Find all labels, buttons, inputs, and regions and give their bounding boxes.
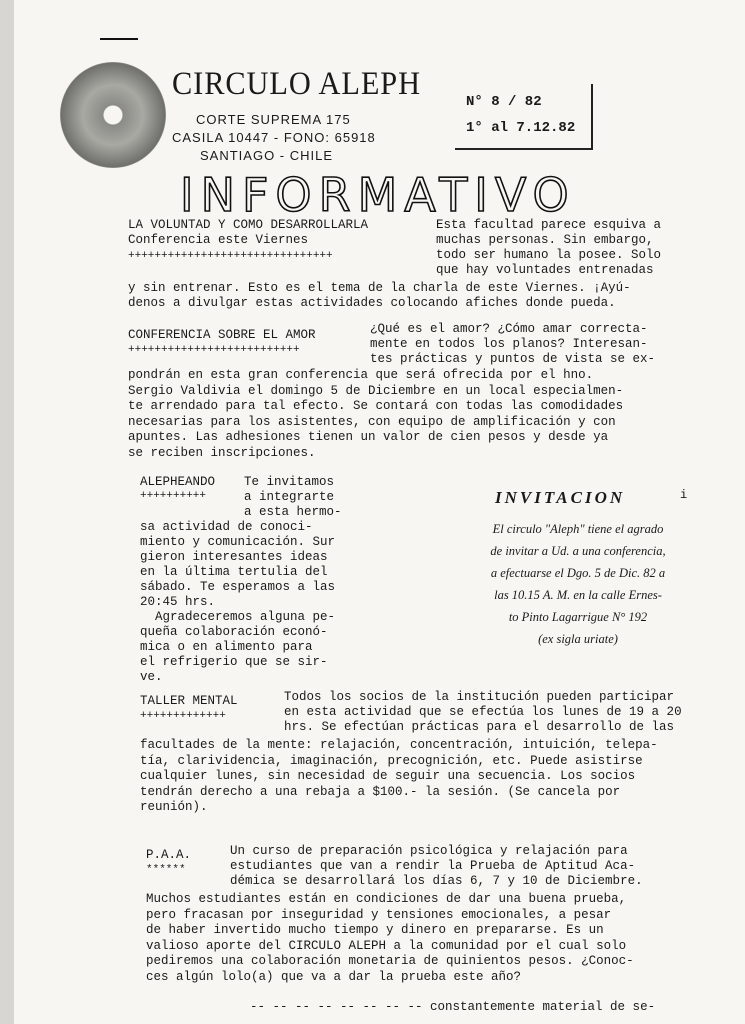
voluntad-intro: Esta facultad parece esquiva a muchas personas. Sin embargo, todo ser humano la posee. Solo que hay voluntades entrenadas <box>436 218 662 277</box>
invitation-title: INVITACION <box>495 488 626 507</box>
taller-title: TALLER MENTAL <box>140 694 238 708</box>
footer-line: -- -- -- -- -- -- -- -- constantemente material de se- <box>250 1000 656 1014</box>
alepheando-divider: ++++++++++ <box>140 490 207 502</box>
alepheando-body: sa actividad de conoci- miento y comunicación. Sur gieron interesantes ideas en la última tertulia del sábado. Te esperamos a las 20:45 hrs. Agradeceremos alguna pe- queña colaboración econó- mica o en alimento para el refrigerio que se sir- ve. <box>140 520 336 684</box>
voluntad-divider: +++++++++++++++++++++++++++++++ <box>128 250 333 262</box>
page-left-edge <box>0 0 14 1024</box>
invitation-body: El circulo "Aleph" tiene el agrado de invitar a Ud. a una conferencia, a efectuarse el Dgo. 5 de Dic. 82 a las 10.15 A. M. en la calle Ernes- to Pinto Lagarrigue N° 192 (ex sigla uriate) <box>490 522 666 646</box>
voluntad-subtitle: Conferencia este Viernes <box>128 233 309 247</box>
top-dash-mark <box>100 38 138 40</box>
address-line-3: SANTIAGO - CHILE <box>200 148 334 163</box>
org-name: CIRCULO ALEPH <box>172 66 421 102</box>
issue-date: 1° al 7.12.82 <box>466 120 576 136</box>
alepheando-intro: Te invitamos a integrarte a esta hermo- <box>244 475 342 519</box>
voluntad-body: y sin entrenar. Esto es el tema de la charla de este Viernes. ¡Ayú- denos a divulgar estas actividades colocando afiches donde pueda. <box>128 281 631 310</box>
taller-body: facultades de la mente: relajación, concentración, intuición, telepa- tía, clarividencia, imaginación, precognición, etc. Puede asistirse cualquier lunes, sin necesidad de seguir una secuencia. Los socios tendrán derecho a una rebaja a $100.- la sesión. (Se cancela por reunión). <box>140 738 658 814</box>
circle-seal-logo <box>60 62 166 168</box>
amor-title: CONFERENCIA SOBRE EL AMOR <box>128 328 316 342</box>
invitation-mark: i <box>680 488 688 502</box>
amor-intro: ¿Qué es el amor? ¿Cómo amar correcta- mente en todos los planos? Interesan- tes prácticas y puntos de vista se ex- <box>370 322 656 366</box>
paa-title: P.A.A. <box>146 848 192 862</box>
taller-divider: +++++++++++++ <box>140 710 226 722</box>
amor-body: pondrán en esta gran conferencia que será ofrecida por el hno. Sergio Valdivia el domingo 5 de Diciembre en un local especialmen- te arrendado para tal efecto. Se contará con todas las comodidades necesarias para los asistentes, con equipo de amplificación y con apuntes. Las adhesiones tienen un valor de cien pesos y desde ya se reciben inscripciones. <box>128 368 624 460</box>
alepheando-title: ALEPHEANDO <box>140 475 216 489</box>
paa-body: Muchos estudiantes están en condiciones de dar una buena prueba, pero fracasan por inseguridad y tensiones emocionales, a pesar de haber invertido mucho tiempo y dinero en prepararse. Es un valioso aporte del CIRCULO ALEPH a la comunidad por el cual solo pediremos una colaboración monetaria de quinientos pesos. ¿Conoc- ces algún lolo(a) que va a dar la prueba este año? <box>146 892 634 984</box>
voluntad-title: LA VOLUNTAD Y COMO DESARROLLARLA <box>128 218 369 232</box>
paa-intro: Un curso de preparación psicológica y relajación para estudiantes que van a rendir la Prueba de Aptitud Aca- démica se desarrollará los días 6, 7 y 10 de Diciembre. <box>230 844 643 888</box>
masthead-title: INFORMATIVO <box>180 168 576 222</box>
amor-divider: ++++++++++++++++++++++++++ <box>128 344 300 356</box>
address-line-2: CASILA 10447 - FONO: 65918 <box>172 130 376 145</box>
issue-number: N° 8 / 82 <box>466 94 542 110</box>
taller-intro: Todos los socios de la institución pueden participar en esta actividad que se efectúa los lunes de 19 a 20 hrs. Se efectúan prácticas para el desarrollo de las <box>284 690 682 734</box>
address-line-1: CORTE SUPREMA 175 <box>196 112 351 127</box>
paa-divider: ****** <box>146 864 186 876</box>
